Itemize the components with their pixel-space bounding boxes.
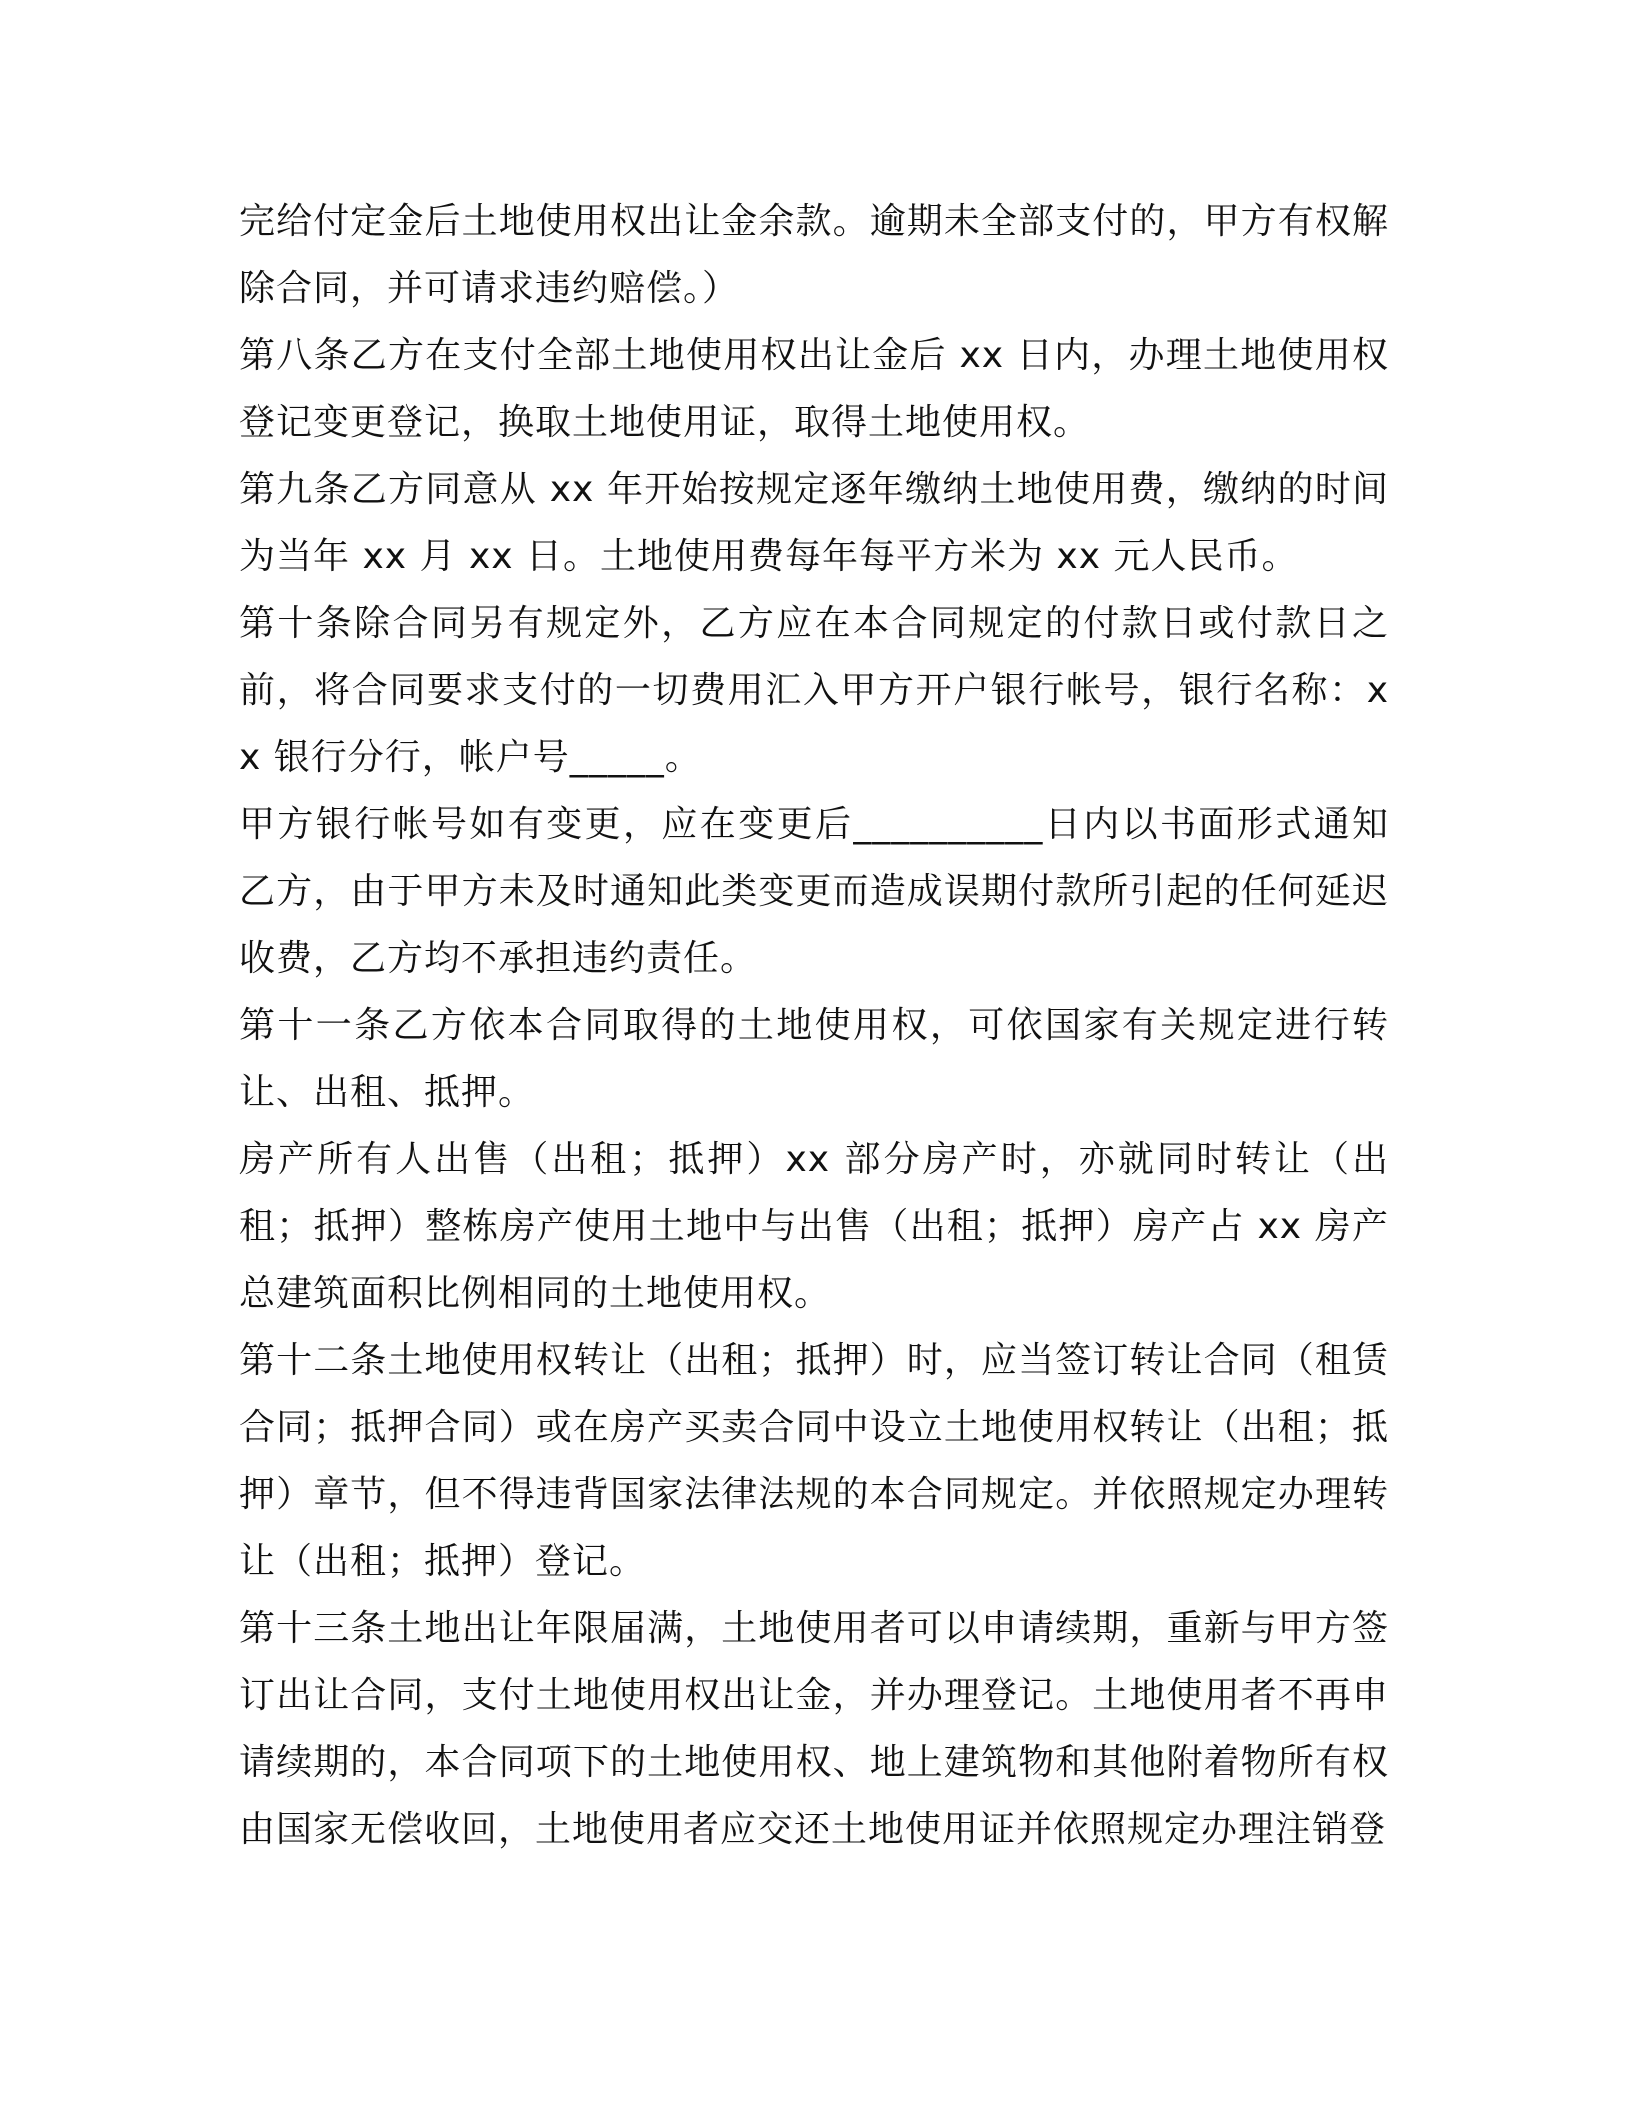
- paragraph-article-8: 第八条乙方在支付全部土地使用权出让金后 xx 日内，办理土地使用权登记变更登记，换取土地使用证，取得土地使用权。: [239, 335, 1389, 443]
- paragraph-article-10: 第十条除合同另有规定外，乙方应在本合同规定的付款日或付款日之前，将合同要求支付的一切费用汇入甲方开户银行帐号，银行名称：xx 银行分行，帐户号_____。: [239, 603, 1389, 778]
- paragraph-article-9: 第九条乙方同意从 xx 年开始按规定逐年缴纳土地使用费，缴纳的时间为当年 xx 月 xx 日。土地使用费每年每平方米为 xx 元人民币。: [239, 469, 1389, 577]
- paragraph-property-transfer: 房产所有人出售（出租；抵押）xx 部分房产时，亦就同时转让（出租；抵押）整栋房产使用土地中与出售（出租；抵押）房产占 xx 房产总建筑面积比例相同的土地使用权。: [239, 1139, 1389, 1314]
- document-body: [239, 188, 1389, 1863]
- paragraph-bank-account-change: 甲方银行帐号如有变更，应在变更后__________日内以书面形式通知乙方，由于甲方未及时通知此类变更而造成误期付款所引起的任何延迟收费，乙方均不承担违约责任。: [239, 804, 1389, 979]
- paragraph-payment-balance: 完给付定金后土地使用权出让金余款。逾期未全部支付的，甲方有权解除合同，并可请求违约赔偿。）: [239, 201, 1389, 309]
- paragraph-article-12: 第十二条土地使用权转让（出租；抵押）时，应当签订转让合同（租赁合同；抵押合同）或在房产买卖合同中设立土地使用权转让（出租；抵押）章节，但不得违背国家法律法规的本合同规定。并依照规定办理转让（出租；抵押）登记。: [239, 1340, 1389, 1582]
- paragraph-article-11: 第十一条乙方依本合同取得的土地使用权，可依国家有关规定进行转让、出租、抵押。: [239, 1005, 1389, 1113]
- paragraph-article-13: 第十三条土地出让年限届满，土地使用者可以申请续期，重新与甲方签订出让合同，支付土地使用权出让金，并办理登记。土地使用者不再申请续期的，本合同项下的土地使用权、地上建筑物和其他附着物所有权由国家无偿收回，土地使用者应交还土地使用证并依照规定办理注销登: [239, 1608, 1389, 1850]
